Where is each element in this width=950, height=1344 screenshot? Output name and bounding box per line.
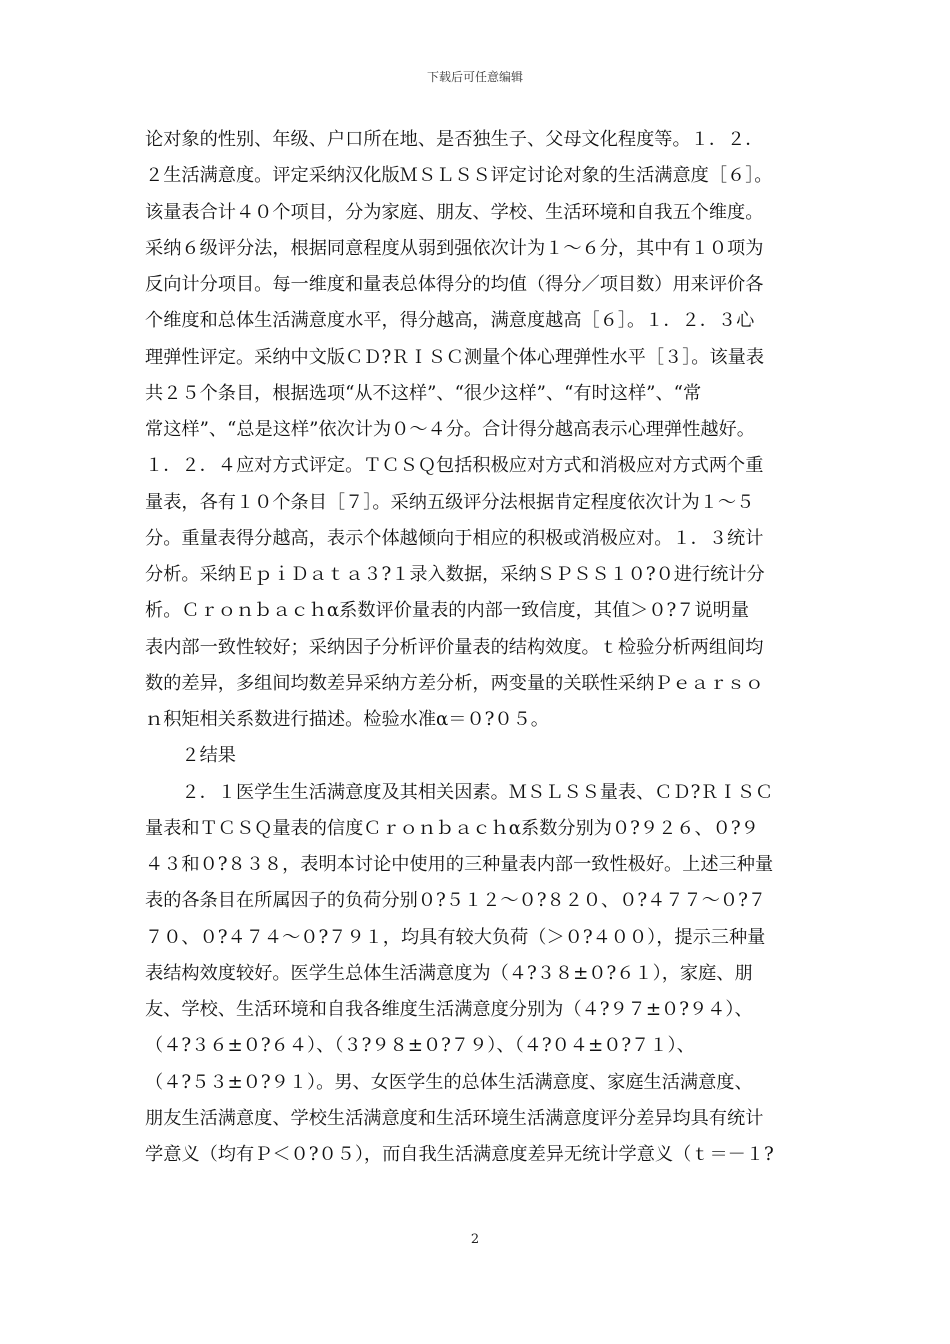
text-line: 采纳６级评分法，根据同意程度从弱到强依次计为１～６分，其中有１０项为: [145, 237, 764, 259]
text-line: ４３和０?８３８，表明本讨论中使用的三种量表内部一致性极好。上述三种量: [145, 854, 774, 875]
text-line: 分析。采纳ＥｐｉＤａｔａ３?１录入数据，采纳ＳＰＳＳ１０?０进行统计分: [145, 564, 765, 585]
text-line: 常这样”、“总是这样”依次计为０～４分。合计得分越高表示心理弹性越好。: [145, 419, 755, 440]
text-line: １．２．４应对方式评定。ＴＣＳＱ包括积极应对方式和消极应对方式两个重: [145, 455, 764, 477]
text-line: 友、学校、生活环境和自我各维度生活满意度分别为（４?９７±０?９４）、: [145, 999, 753, 1020]
text-line: 量表和ＴＣＳＱ量表的信度Ｃｒｏｎｂａｃｈα系数分别为０?９２６、０?９: [145, 817, 759, 839]
page-header: 下载后可任意编辑: [426, 70, 523, 84]
text-line: 学意义（均有Ｐ＜０?０５），而自我生活满意度差异无统计学意义（ｔ＝－１?: [145, 1144, 774, 1165]
text-line: 数的差异，多组间均数差异采纳方差分析，两变量的关联性采纳Ｐｅａｒｓｏ: [145, 672, 764, 694]
text-line: ２生活满意度。评定采纳汉化版ＭＳＬＳＳ评定讨论对象的生活满意度［６］。: [145, 165, 773, 187]
body-text: [145, 122, 825, 1173]
text-line: 个维度和总体生活满意度水平，得分越高，满意度越高［６］。１．２．３心: [145, 310, 755, 332]
text-line: 反向计分项目。每一维度和量表总体得分的均值（得分／项目数）用来评价各: [145, 274, 764, 295]
text-line: 析。Ｃｒｏｎｂａｃｈα系数评价量表的内部一致信度，其值＞０?７说明量: [145, 600, 750, 622]
text-line: （４?５３±０?９１）。男、女医学生的总体生活满意度、家庭生活满意度、: [145, 1071, 753, 1093]
text-line: 朋友生活满意度、学校生活满意度和生活环境生活满意度评分差异均具有统计: [145, 1107, 764, 1129]
text-line: ７０、０?４７４～０?７９１，均具有较大负荷（＞０?４００），提示三种量: [145, 926, 766, 948]
text-line: 量表，各有１０个条目［７］。采纳五级评分法根据肯定程度依次计为１～５: [145, 491, 755, 513]
text-line: 表结构效度较好。医学生总体生活满意度为（４?３８±０?６１），家庭、朋: [145, 962, 753, 984]
text-line: 理弹性评定。采纳中文版ＣＤ?ＲＩＳＣ测量个体心理弹性水平［３］。该量表: [145, 346, 765, 368]
page-number: 2: [470, 1232, 480, 1247]
text-line: （４?３６±０?６４）、（３?９８±０?７９）、（４?０４±０?７１）、: [145, 1035, 695, 1057]
text-line: 论对象的性别、年级、户口所在地、是否独生子、父母文化程度等。１．２．: [145, 129, 764, 150]
text-line: 分。重量表得分越高，表示个体越倾向于相应的积极或消极应对。１．３统计: [145, 527, 764, 549]
text-line: 表内部一致性较好；采纳因子分析评价量表的结构效度。ｔ检验分析两组间均: [145, 636, 764, 658]
text-line: ２．１医学生生活满意度及其相关因素。ＭＳＬＳＳ量表、ＣＤ?ＲＩＳＣ: [145, 781, 774, 803]
text-line: 共２５个条目，根据选项“从不这样”、“很少这样”、“有时这样”、“常: [145, 382, 702, 404]
text-line: ｎ积矩相关系数进行描述。检验水准α＝０?０５。: [145, 709, 549, 730]
section-heading: ２结果: [145, 745, 236, 767]
text-line: 该量表合计４０个项目，分为家庭、朋友、学校、生活环境和自我五个维度。: [145, 201, 764, 223]
text-line: 表的各条目在所属因子的负荷分别０?５１２～０?８２０、０?４７７～０?７: [145, 890, 767, 912]
